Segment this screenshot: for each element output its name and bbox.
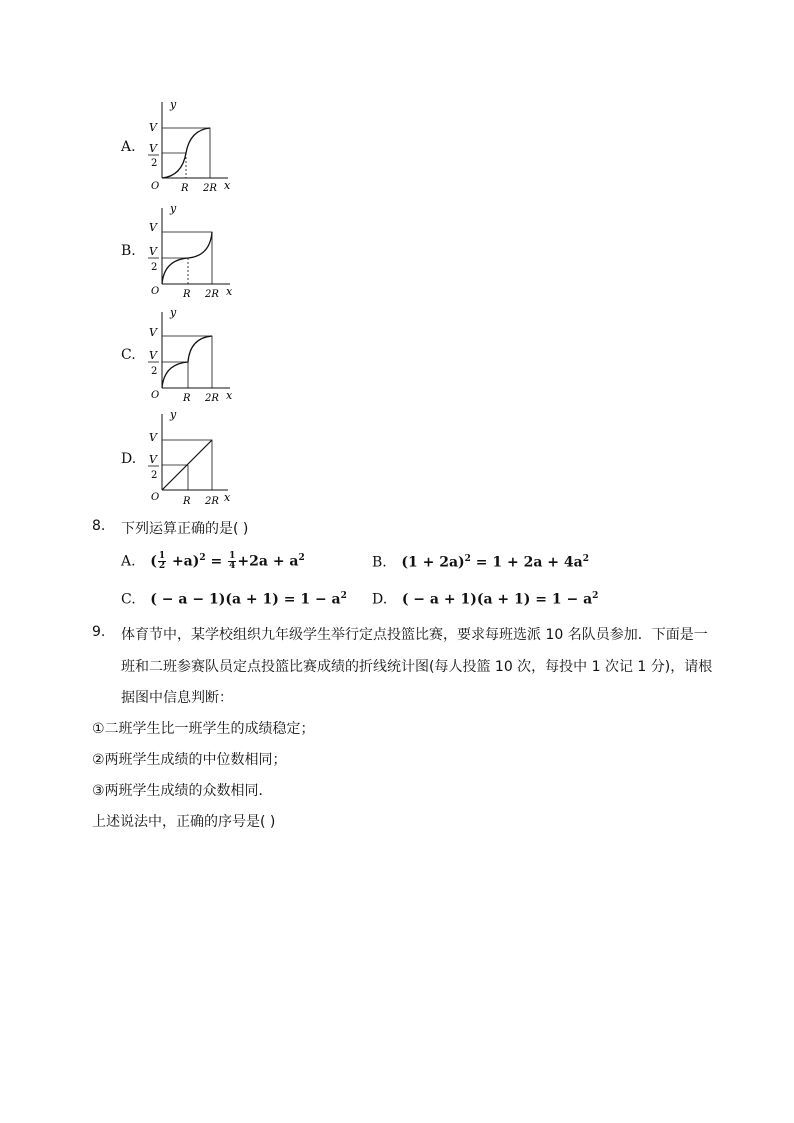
q8-c-text: ( − a − 1)(a + 1) = 1 − a bbox=[150, 591, 341, 608]
option-d-graph bbox=[148, 408, 248, 508]
graph-c-svg bbox=[148, 304, 248, 404]
tick-2r: 2R bbox=[205, 393, 219, 404]
q8-b-rest: = 1 + 2a + 4a bbox=[470, 554, 583, 571]
option-a-graph bbox=[148, 96, 248, 196]
q9-line1: 体育节中，某学校组织九年级学生举行定点投篮比赛，要求每班选派 10 名队员参加．下面是一 bbox=[121, 627, 708, 643]
q9-number: 9. bbox=[92, 624, 106, 640]
q8-b-text: (1 + 2a) bbox=[401, 554, 465, 571]
q8-option-d[interactable] bbox=[372, 591, 598, 608]
tick-v: V bbox=[149, 121, 157, 134]
graph-b-svg bbox=[148, 200, 248, 300]
tick-r: R bbox=[181, 183, 189, 194]
q9-line3: 据图中信息判断： bbox=[121, 690, 233, 706]
tick-2r: 2R bbox=[205, 289, 219, 300]
q8-a-frac bbox=[158, 552, 166, 571]
graph-a-svg bbox=[148, 96, 248, 196]
q8-b-label: B. bbox=[372, 554, 387, 571]
q8-a-label: A. bbox=[121, 553, 136, 570]
q8-d-exp: 2 bbox=[592, 591, 599, 601]
q8-option-b[interactable] bbox=[372, 554, 589, 571]
q8-d-text: ( − a + 1)(a + 1) = 1 − a bbox=[401, 591, 593, 608]
q8-b-exp: 2 bbox=[464, 554, 471, 564]
tick-2r: 2R bbox=[203, 183, 217, 194]
option-b-graph bbox=[148, 200, 248, 300]
q9-statement-1: ①二班学生比一班学生的成绩稳定； bbox=[92, 721, 315, 737]
q9-statement-2: ②两班学生成绩的中位数相同； bbox=[92, 752, 287, 768]
axis-y-label: y bbox=[170, 306, 177, 319]
origin-label: O bbox=[151, 390, 160, 401]
q8-a-pre: ( bbox=[150, 553, 157, 570]
tick-half-den: 2 bbox=[151, 366, 158, 377]
tick-half-den: 2 bbox=[151, 262, 158, 273]
axis-y-label: y bbox=[170, 408, 177, 421]
q8-a-frac2-num: 1 bbox=[229, 551, 236, 561]
tick-r: R bbox=[183, 393, 191, 404]
option-c-graph bbox=[148, 304, 248, 404]
axis-x-label: x bbox=[226, 389, 233, 402]
graph-d-svg bbox=[148, 408, 248, 508]
tick-v: V bbox=[149, 221, 157, 234]
q8-a-frac-den: 2 bbox=[158, 561, 166, 571]
q9-line2: 班和二班参赛队员定点投篮比赛成绩的折线统计图(每人投篮 10 次，每投中 1 次记 1 分)，请根 bbox=[121, 659, 713, 675]
q9-statement-3: ③两班学生成绩的众数相同． bbox=[92, 783, 273, 799]
tick-half-num: V bbox=[149, 453, 157, 466]
q8-a-eq: = bbox=[205, 553, 228, 570]
tick-half-den: 2 bbox=[151, 158, 158, 169]
tick-half-num: V bbox=[149, 142, 157, 155]
axis-x-label: x bbox=[224, 179, 231, 192]
tick-half-den: 2 bbox=[151, 470, 158, 481]
option-a-label[interactable]: A. bbox=[121, 139, 136, 155]
option-b-label[interactable]: B. bbox=[121, 243, 136, 259]
tick-r: R bbox=[183, 289, 191, 300]
q8-a-post: +2a + a bbox=[237, 553, 299, 570]
q8-b-rest-exp: 2 bbox=[582, 554, 589, 564]
q8-option-c[interactable] bbox=[121, 591, 347, 608]
tick-half-num: V bbox=[149, 245, 157, 258]
origin-label: O bbox=[151, 181, 160, 192]
q8-option-a[interactable] bbox=[121, 552, 305, 571]
q8-a-mid: +a) bbox=[167, 553, 200, 570]
origin-label: O bbox=[151, 492, 160, 503]
q8-number: 8. bbox=[92, 518, 106, 534]
axis-x-label: x bbox=[224, 491, 231, 504]
q8-stem: 下列运算正确的是( ) bbox=[121, 521, 249, 537]
origin-label: O bbox=[151, 286, 160, 297]
tick-2r: 2R bbox=[205, 496, 219, 507]
q8-a-frac-num: 1 bbox=[158, 551, 166, 561]
q8-c-exp: 2 bbox=[340, 591, 347, 601]
axis-x-label: x bbox=[226, 285, 233, 298]
q8-d-label: D. bbox=[372, 591, 388, 608]
tick-v: V bbox=[149, 431, 157, 444]
q8-a-frac2 bbox=[228, 552, 236, 571]
option-d-label[interactable]: D. bbox=[121, 451, 137, 467]
tick-r: R bbox=[183, 496, 191, 507]
q9-conclusion: 上述说法中，正确的序号是( ) bbox=[92, 814, 276, 830]
q8-c-label: C. bbox=[121, 591, 136, 608]
option-c-label[interactable]: C. bbox=[121, 347, 136, 363]
axis-y-label: y bbox=[170, 98, 177, 111]
q8-a-exp: 2 bbox=[199, 552, 206, 563]
tick-v: V bbox=[149, 326, 157, 339]
q8-a-post-exp: 2 bbox=[298, 552, 305, 563]
axis-y-label: y bbox=[170, 202, 177, 215]
tick-half-num: V bbox=[149, 349, 157, 362]
q8-a-frac2-den: 4 bbox=[229, 561, 236, 571]
